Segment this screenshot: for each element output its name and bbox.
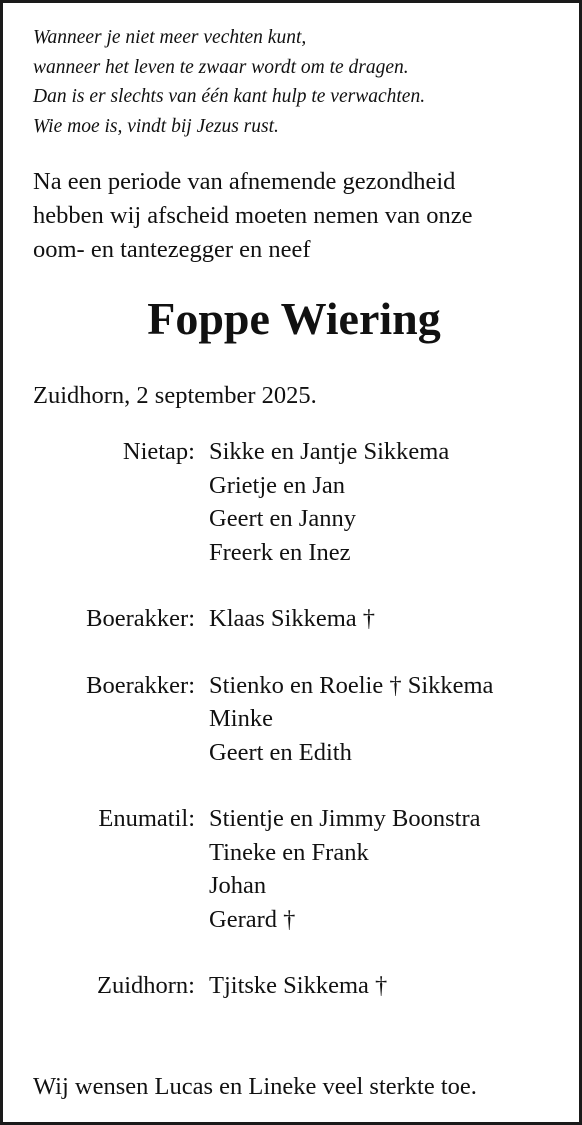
family-member: Minke — [209, 705, 273, 732]
family-members — [209, 602, 375, 636]
family-place: Boerakker: — [86, 671, 195, 699]
family-members — [209, 969, 387, 1003]
intro-line: oom- en tantezegger en neef — [33, 236, 311, 263]
family-members — [209, 802, 481, 936]
family-members — [209, 669, 493, 770]
family-group — [33, 969, 579, 1003]
poem-line: Wie moe is, vindt bij Jezus rust. — [33, 115, 279, 137]
deceased-name: Foppe Wiering — [147, 293, 441, 344]
family-group — [33, 669, 579, 770]
family-member: Freerk en Inez — [209, 538, 351, 566]
family-member: Tineke en Frank — [209, 838, 369, 866]
poem — [33, 23, 579, 141]
family-member: Tjitske Sikkema † — [209, 972, 388, 999]
intro-text — [33, 165, 579, 267]
family-list — [33, 435, 579, 1003]
place-date: Zuidhorn, 2 september 2025. — [33, 382, 317, 409]
closing-text: Wij wensen Lucas en Lineke veel sterkte toe. — [33, 1073, 477, 1100]
poem-line: Dan is er slechts van één kant hulp te verwachten. — [33, 86, 426, 107]
family-member: Stientje en Jimmy Boonstra — [209, 805, 481, 832]
family-member: Stienko en Roelie † Sikkema — [209, 671, 494, 699]
intro-line: hebben wij afscheid moeten nemen van onze — [33, 202, 473, 229]
family-member: Grietje en Jan — [209, 471, 346, 499]
family-member: Gerard † — [209, 905, 296, 933]
poem-line: Wanneer je niet meer vechten kunt, — [33, 27, 307, 48]
family-place: Nietap: — [122, 438, 195, 465]
family-group — [33, 602, 579, 636]
family-members — [209, 435, 449, 569]
family-place: Enumatil: — [98, 805, 195, 832]
family-place: Boerakker: — [86, 605, 195, 632]
family-group — [33, 435, 579, 569]
family-group — [33, 802, 579, 936]
family-member: Johan — [209, 872, 267, 899]
poem-line: wanneer het leven te zwaar wordt om te dragen. — [33, 56, 409, 78]
family-member: Geert en Janny — [209, 505, 356, 532]
family-place: Zuidhorn: — [97, 972, 195, 999]
family-member: Geert en Edith — [209, 738, 352, 766]
intro-line: Na een periode van afnemende gezondheid — [33, 168, 456, 195]
family-member: Klaas Sikkema † — [209, 605, 376, 632]
family-member: Sikke en Jantje Sikkema — [209, 438, 450, 465]
